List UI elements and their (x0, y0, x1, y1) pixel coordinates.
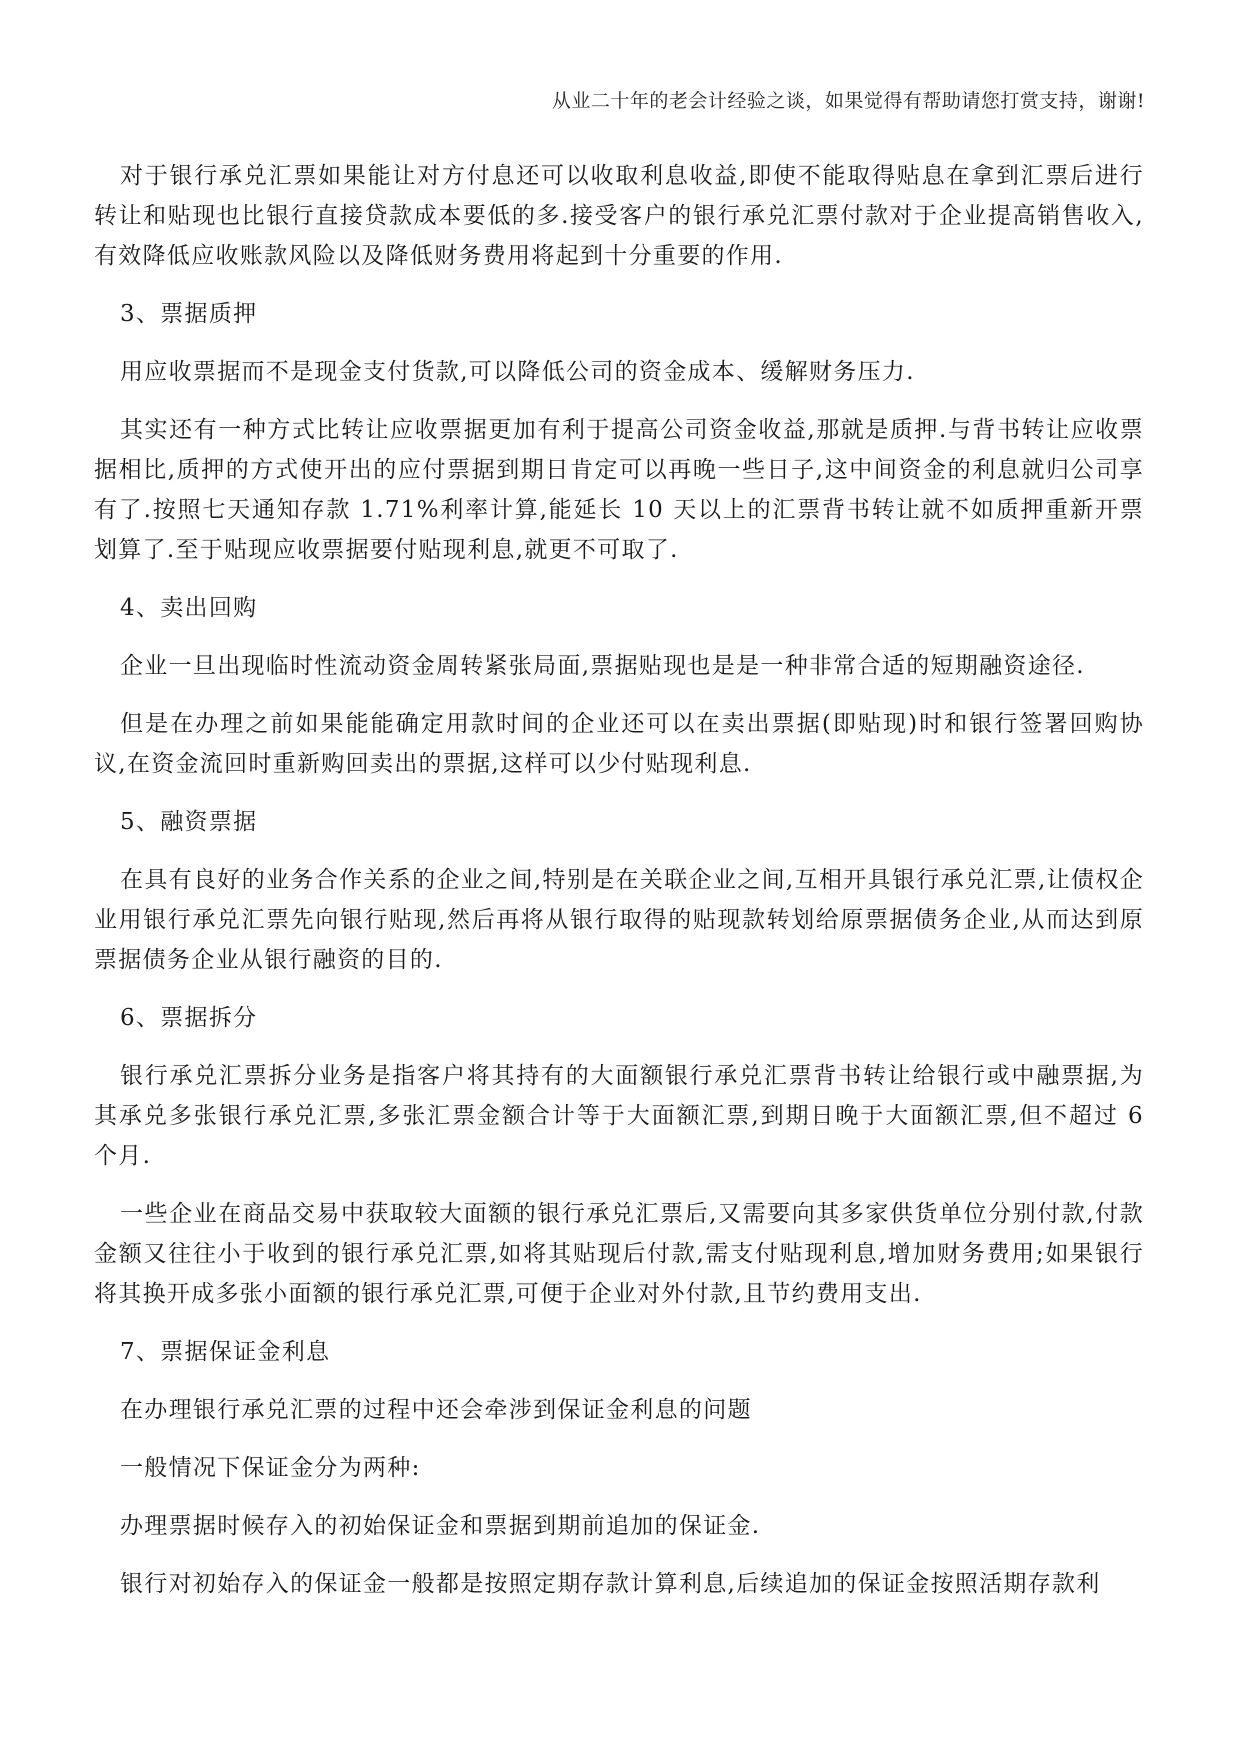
header-note: 从业二十年的老会计经验之谈，如果觉得有帮助请您打赏支持，谢谢! (551, 90, 1145, 112)
section-heading-5: 5、融资票据 (120, 809, 258, 835)
section-heading-6: 6、票据拆分 (120, 1005, 258, 1031)
section-heading-4: 4、卖出回购 (120, 595, 258, 621)
paragraph: 其实还有一种方式比转让应收票据更加有利于提高公司资金收益,那就是质押.与背书转让应收票据相比,质押的方式使开出的应付票据到期日肯定可以再晚一些日子,这中间资金的利息就归公司享有了.按照七天通知存款 1.71%利率计算,能延长 10 天以上的汇票背书转让就不如质押重新开票划算了.至于贴现应收票据要付贴现利息,就更不可取了. (94, 417, 1144, 563)
paragraph: 但是在办理之前如果能能确定用款时间的企业还可以在卖出票据(即贴现)时和银行签署回购协议,在资金流回时重新购回卖出的票据,这样可以少付贴现利息. (94, 711, 1144, 777)
paragraph: 对于银行承兑汇票如果能让对方付息还可以收取利息收益,即使不能取得贴息在拿到汇票后进行转让和贴现也比银行直接贷款成本要低的多.接受客户的银行承兑汇票付款对于企业提高销售收入,有效降低应收账款风险以及降低财务费用将起到十分重要的作用. (94, 163, 1144, 269)
paragraph: 办理票据时候存入的初始保证金和票据到期前追加的保证金. (120, 1513, 761, 1539)
paragraph: 银行对初始存入的保证金一般都是按照定期存款计算利息,后续追加的保证金按照活期存款利 (120, 1571, 1101, 1597)
document-body (94, 156, 1153, 1622)
paragraph: 企业一旦出现临时性流动资金周转紧张局面,票据贴现也是是一种非常合适的短期融资途径. (120, 653, 1085, 679)
paragraph: 银行承兑汇票拆分业务是指客户将其持有的大面额银行承兑汇票背书转让给银行或中融票据,为其承兑多张银行承兑汇票,多张汇票金额合计等于大面额汇票,到期日晚于大面额汇票,但不超过 6 个月. (94, 1063, 1153, 1169)
paragraph: 用应收票据而不是现金支付货款,可以降低公司的资金成本、缓解财务压力. (120, 359, 915, 385)
paragraph: 在具有良好的业务合作关系的企业之间,特别是在关联企业之间,互相开具银行承兑汇票,让债权企业用银行承兑汇票先向银行贴现,然后再将从银行取得的贴现款转划给原票据债务企业,从而达到原票据债务企业从银行融资的目的. (94, 867, 1144, 973)
section-heading-3: 3、票据质押 (120, 301, 258, 327)
paragraph: 一般情况下保证金分为两种: (120, 1455, 421, 1481)
paragraph: 在办理银行承兑汇票的过程中还会牵涉到保证金利息的问题 (120, 1397, 752, 1423)
paragraph: 一些企业在商品交易中获取较大面额的银行承兑汇票后,又需要向其多家供货单位分别付款,付款金额又往往小于收到的银行承兑汇票,如将其贴现后付款,需支付贴现利息,增加财务费用;如果银行将其换开成多张小面额的银行承兑汇票,可便于企业对外付款,且节约费用支出. (94, 1201, 1144, 1307)
section-heading-7: 7、票据保证金利息 (120, 1339, 331, 1365)
